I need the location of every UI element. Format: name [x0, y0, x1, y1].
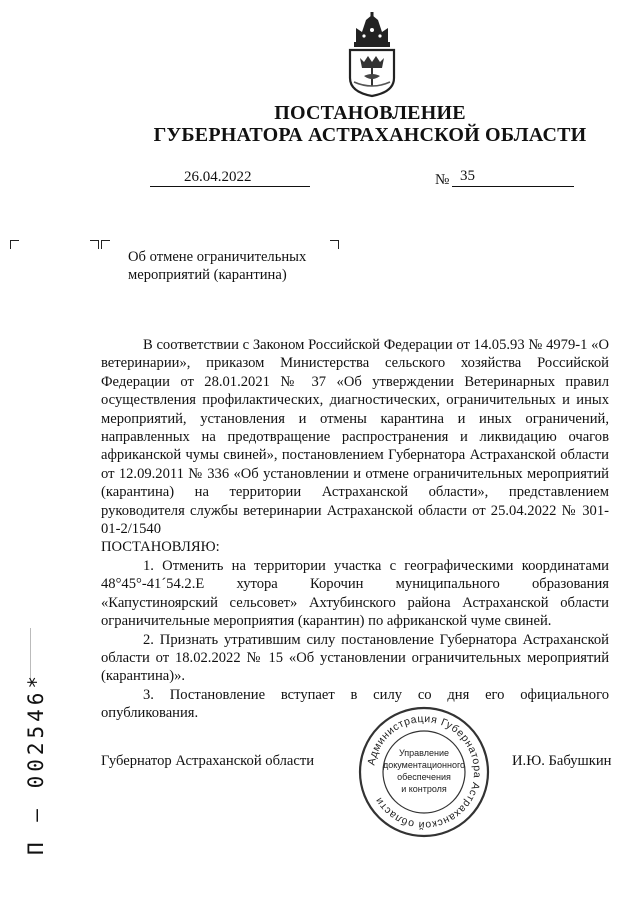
number-underline	[452, 186, 574, 187]
corner-mark-subject-left-1	[90, 240, 99, 249]
stamp-line-3: обеспечения	[397, 772, 451, 782]
number-label: №	[435, 172, 450, 188]
document-issuer: ГУБЕРНАТОРА АСТРАХАНСКОЙ ОБЛАСТИ	[153, 124, 587, 146]
date-underline	[150, 186, 310, 187]
document-body	[101, 336, 609, 723]
stamp-line-2: документационного	[382, 760, 466, 770]
signatory-title: Губернатор Астраханской области	[101, 753, 315, 769]
coat-of-arms-emblem	[342, 12, 402, 98]
stamp-ring-text: Администрация Губернатора Астраханской области	[365, 712, 484, 832]
list-item: 1. Отменить на территории участка с географическими координатами 48°45°-41´54.2.E хутора Корочин муниципального образования «Капустиноярский сельсовет» Ахтубинского района Астраханской области ограничительные мероприятия (карантин) по африканской чуме свиней.	[101, 557, 609, 630]
serial-number: П – 002546*	[24, 671, 48, 855]
stamp-line-1: Управление	[398, 748, 450, 758]
document-title: ПОСТАНОВЛЕНИЕ	[274, 102, 466, 124]
list-item: 3. Постановление вступает в силу со дня его официального опубликования.	[101, 686, 609, 722]
resolve-word: ПОСТАНОВЛЯЮ:	[101, 539, 220, 556]
preamble-paragraph: В соответствии с Законом Российской Федерации от 14.05.93 № 4979-1 «О ветеринарии», приказом Министерства сельского хозяйства Российской Федерации от 28.01.2021 № 37 «Об утверждении Ветеринарных правил осуществления профилактических, диагностических, ограничительных и иных мероприятий, установления и отмены карантина и иных ограничений, направленных на предотвращение распространения и ликвидацию очагов африканской чумы свиней», постановлением Губернатора Астраханской области от 12.09.2011 № 336 «Об установлении и отмене ограничительных мероприятий (карантина) на территории Астраханской области», представлением руководителя службы ветеринарии Астраханской области от 25.04.2022 № 301-01-2/1540	[101, 337, 609, 538]
subject-line-1: Об отмене ограничительных	[128, 249, 307, 265]
document-number: 35	[460, 168, 475, 184]
subject-line-2: мероприятий (карантина)	[128, 267, 287, 283]
official-stamp	[356, 704, 492, 840]
corner-mark-left	[10, 240, 19, 249]
document-date: 26.04.2022	[184, 169, 252, 185]
signatory-name: И.Ю. Бабушкин	[512, 753, 612, 769]
corner-mark-subject-right	[330, 240, 339, 249]
corner-mark-subject-left-2	[101, 240, 110, 249]
list-item: 2. Признать утратившим силу постановление Губернатора Астраханской области от 18.02.2022 № 15 «Об установлении ограничительных мероприятий (карантина)».	[101, 631, 609, 685]
stamp-line-4: и контроля	[401, 784, 447, 794]
